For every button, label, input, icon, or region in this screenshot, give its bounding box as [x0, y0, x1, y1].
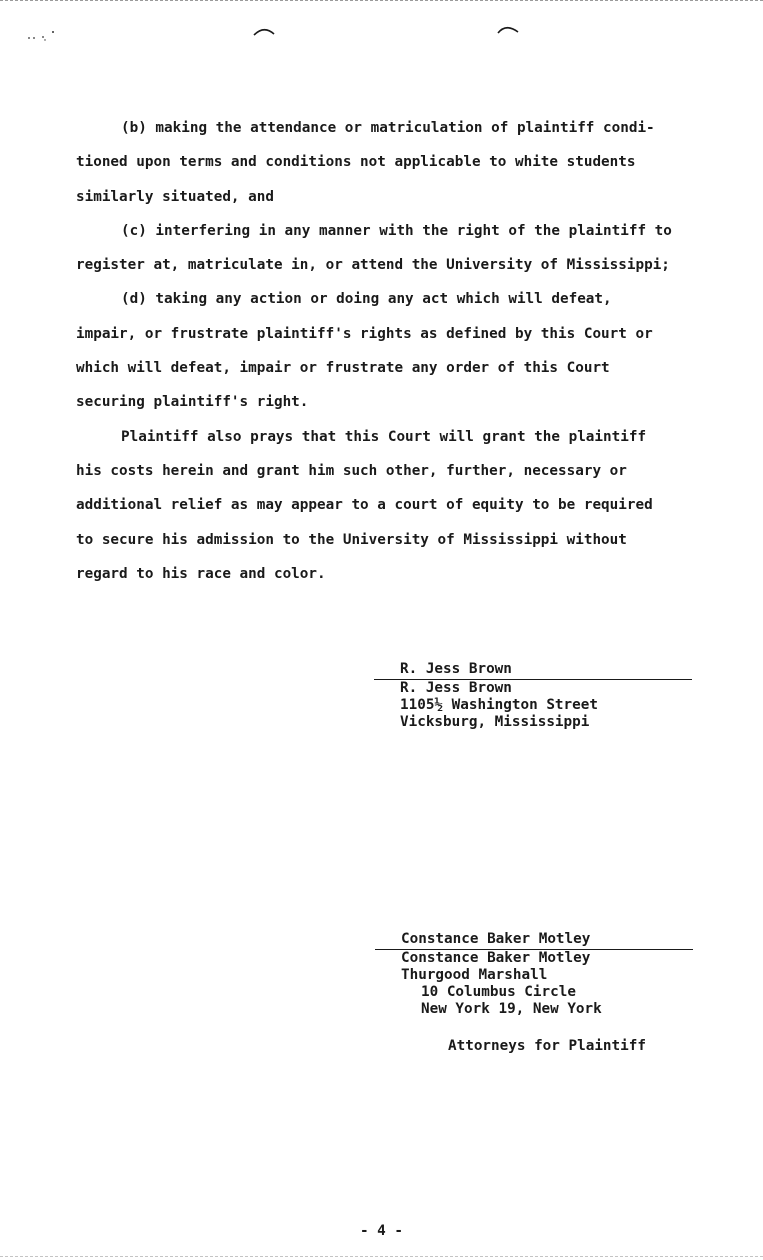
- text-line: securing plaintiff's right.: [76, 394, 309, 411]
- signature-block-brown: [400, 661, 692, 731]
- signature-block-motley: [401, 931, 693, 1018]
- scan-mark-left: [252, 24, 276, 38]
- typed-name: Constance Baker Motley: [401, 950, 591, 966]
- scan-specks: [26, 28, 58, 42]
- scan-mark-right: [496, 22, 520, 36]
- paragraph-prayer: [76, 420, 716, 591]
- paragraph-b: [76, 111, 716, 214]
- address-street: 1105½ Washington Street: [400, 697, 598, 713]
- text-line: tioned upon terms and conditions not applicable to white students: [76, 154, 636, 171]
- address-street: 10 Columbus Circle: [421, 984, 576, 1000]
- text-line: (c) interfering in any manner with the right of the plaintiff to: [121, 222, 672, 239]
- text-line: similarly situated, and: [76, 188, 274, 205]
- text-line: additional relief as may appear to a court of equity to be required: [76, 497, 653, 514]
- text-line: regard to his race and color.: [76, 565, 326, 582]
- text-line: Plaintiff also prays that this Court will grant the plaintiff: [121, 428, 647, 445]
- text-line: impair, or frustrate plaintiff's rights as defined by this Court or: [76, 325, 653, 342]
- address-city: New York 19, New York: [421, 1001, 602, 1017]
- signed-name: Constance Baker Motley: [401, 931, 591, 947]
- address-city: Vicksburg, Mississippi: [400, 714, 590, 730]
- signed-name: R. Jess Brown: [400, 661, 512, 677]
- text-line: which will defeat, impair or frustrate any order of this Court: [76, 360, 610, 377]
- paragraph-c: [76, 214, 716, 283]
- text-line: (b) making the attendance or matriculation of plaintiff condi-: [121, 120, 655, 136]
- page-bottom-edge: [0, 1256, 763, 1257]
- page-top-edge: [0, 0, 763, 1]
- document-body: [76, 111, 716, 591]
- text-line: register at, matriculate in, or attend the University of Mississippi;: [76, 257, 670, 274]
- page-number: - 4 -: [359, 1223, 404, 1239]
- co-counsel-name: Thurgood Marshall: [401, 967, 548, 983]
- typed-name: R. Jess Brown: [400, 680, 512, 696]
- text-line: to secure his admission to the University of Mississippi without: [76, 531, 627, 548]
- text-line: his costs herein and grant him such other, further, necessary or: [76, 462, 627, 479]
- paragraph-d: [76, 282, 716, 419]
- attorneys-label: Attorneys for Plaintiff: [448, 1038, 646, 1054]
- text-line: (d) taking any action or doing any act which will defeat,: [121, 291, 612, 308]
